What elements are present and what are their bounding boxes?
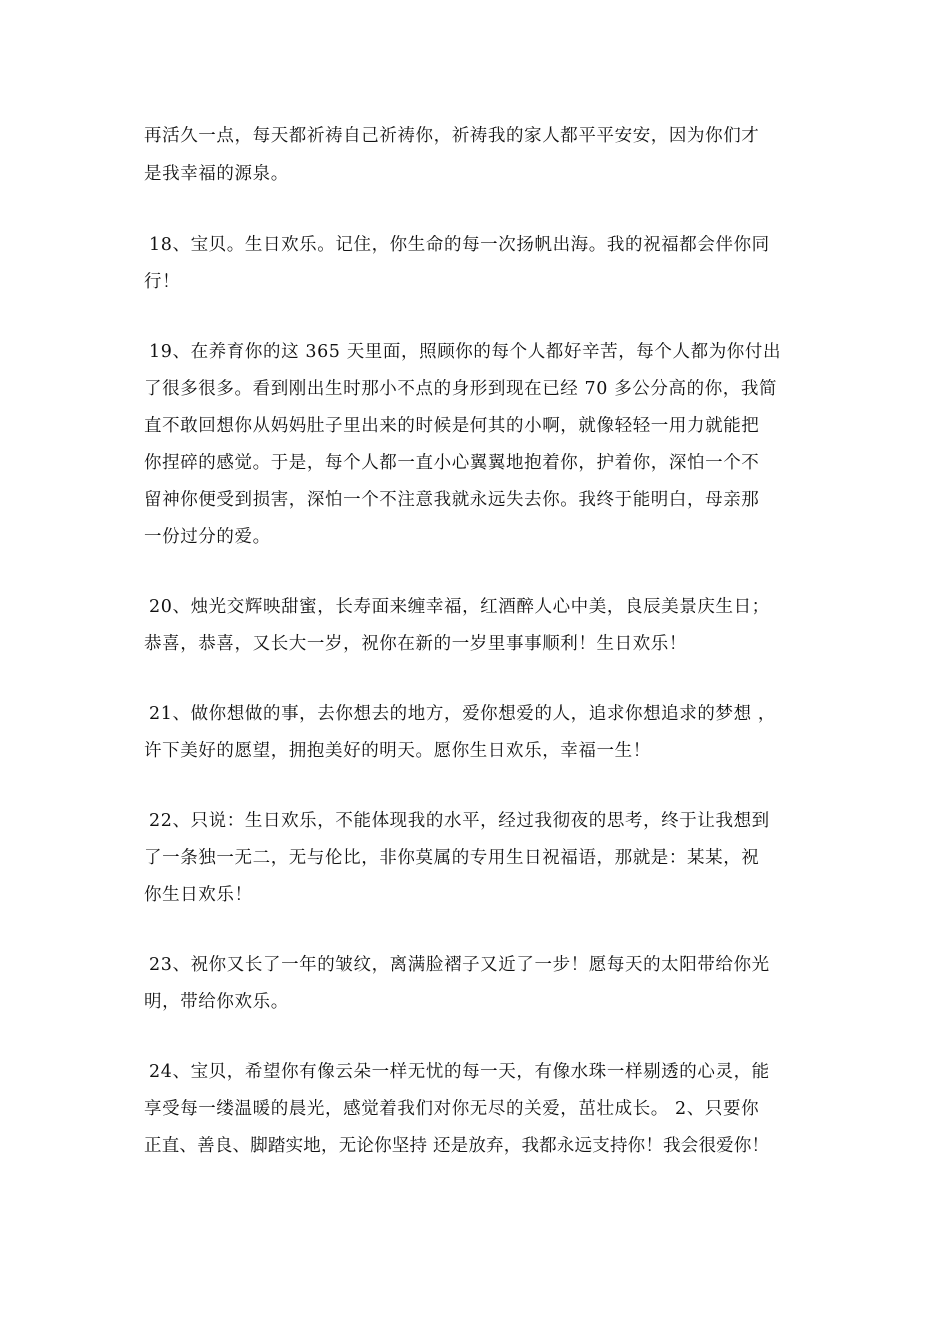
paragraph-line: 再活久一点，每天都祈祷自己祈祷你，祈祷我的家人都平平安安，因为你们才 [144,126,760,146]
paragraph-line: 21、做你想做的事，去你想去的地方，爱你想爱的人，追求你想追求的梦想 ， [149,704,776,724]
paragraph-line: 19、在养育你的这 365 天里面，照顾你的每个人都好辛苦，每个人都为你付出 [149,342,782,362]
paragraph-line: 许下美好的愿望，拥抱美好的明天。愿你生日欢乐，幸福一生！ [144,741,651,761]
paragraph-line: 留神你便受到损害，深怕一个不注意我就永远失去你。我终于能明白，母亲那 [144,490,760,510]
paragraph-line: 了很多很多。看到刚出生时那小不点的身形到现在已经 70 多公分高的你，我简 [144,379,778,399]
paragraph-line: 20、烛光交辉映甜蜜，长寿面来缠幸福，红酒醉人心中美，良辰美景庆生日； [149,597,770,617]
paragraph-line: 直不敢回想你从妈妈肚子里出来的时候是何其的小啊，就像轻轻一用力就能把 [144,416,760,436]
paragraph-line: 22、只说：生日欢乐，不能体现我的水平，经过我彻夜的思考，终于让我想到 [149,811,770,831]
paragraph-line: 正直、善良、脚踏实地，无论你坚持 还是放弃，我都永远支持你！我会很爱你！ [144,1136,770,1156]
paragraph-line: 恭喜，恭喜，又长大一岁，祝你在新的一岁里事事顺利！生日欢乐！ [144,634,687,654]
paragraph-line: 24、宝贝，希望你有像云朵一样无忧的每一天，有像水珠一样剔透的心灵，能 [149,1062,770,1082]
paragraph-line: 行！ [144,272,181,292]
paragraph-line: 你生日欢乐！ [144,885,253,905]
paragraph-line: 了一条独一无二，无与伦比，非你莫属的专用生日祝福语，那就是：某某，祝 [144,848,760,868]
paragraph-line: 一份过分的爱。 [144,527,271,547]
paragraph-line: 你捏碎的感觉。于是，每个人都一直小心翼翼地抱着你，护着你，深怕一个不 [144,453,760,473]
paragraph-line: 享受每一缕温暖的晨光，感觉着我们对你无尽的关爱，茁壮成长。 2、只要你 [144,1099,760,1119]
paragraph-line: 是我幸福的源泉。 [144,164,289,184]
paragraph-line: 18、宝贝。生日欢乐。记住，你生命的每一次扬帆出海。我的祝福都会伴你同 [149,235,770,255]
paragraph-line: 23、祝你又长了一年的皱纹，离满脸褶子又近了一步！愿每天的太阳带给你光 [149,955,770,975]
paragraph-line: 明，带给你欢乐。 [144,992,289,1012]
